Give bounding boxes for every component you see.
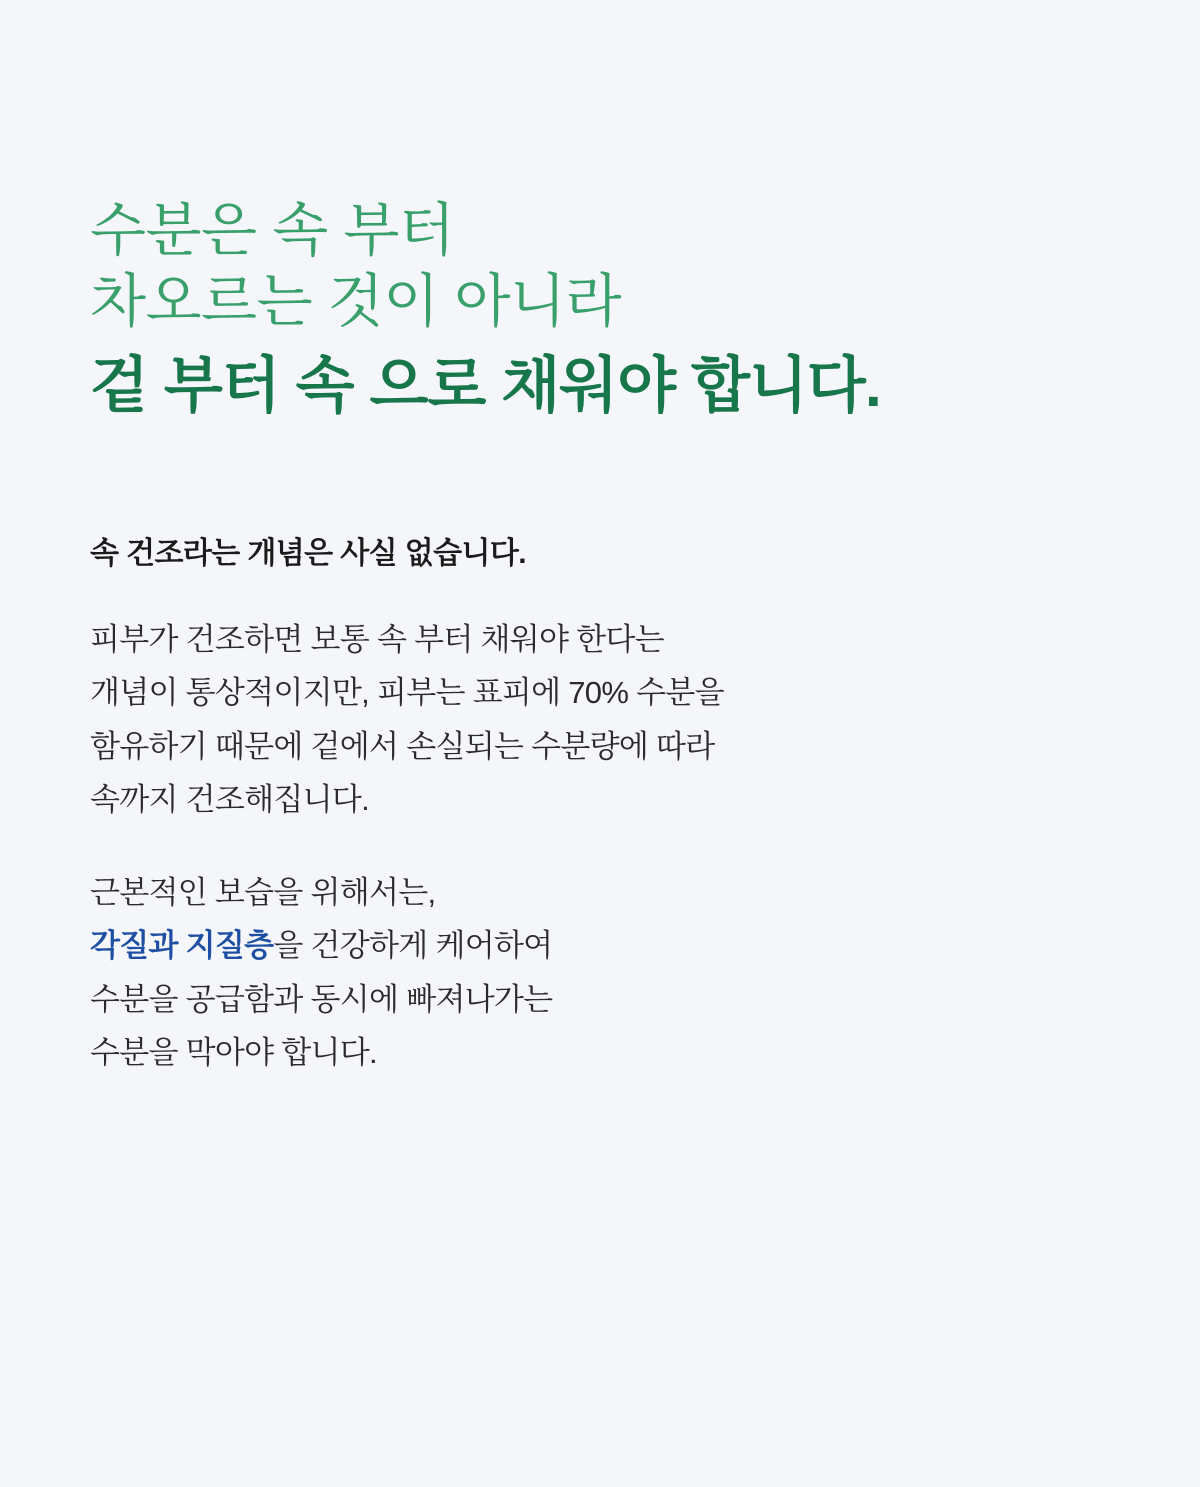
paragraph-1-line-1: 피부가 건조하면 보통 속 부터 채워야 한다는 (90, 621, 664, 657)
paragraph-2-line-4: 수분을 막아야 합니다. (90, 1035, 377, 1071)
paragraph-1-line-4: 속까지 건조해집니다. (90, 781, 370, 817)
headline-line-3: 겉 부터 속 으로 채워야 합니다. (90, 350, 881, 419)
body-paragraph-2 (90, 866, 1110, 1079)
body-paragraph-1 (90, 613, 1110, 826)
paragraph-1-line-2: 개념이 통상적이지만, 피부는 표피에 70% 수분을 (90, 675, 724, 711)
highlighted-term: 각질과 지질층 (90, 928, 274, 964)
paragraph-2-line-3: 수분을 공급함과 동시에 빠져나가는 (90, 981, 553, 1017)
paragraph-2-line-1: 근본적인 보습을 위해서는, (90, 875, 436, 911)
headline-line-1: 수분은 속 부터 (90, 198, 455, 263)
body-subheading: 속 건조라는 개념은 사실 없습니다. (90, 536, 526, 570)
body-block (90, 534, 1110, 1080)
paragraph-2-line-2 (90, 919, 1110, 972)
headline-line-2: 차오르는 것이 아니라 (90, 268, 621, 334)
paragraph-2-line-2-rest: 을 건강하게 케어하여 (273, 928, 553, 964)
headline-block (90, 0, 1110, 422)
paragraph-1-line-3: 함유하기 때문에 겉에서 손실되는 수분량에 따라 (90, 728, 715, 764)
